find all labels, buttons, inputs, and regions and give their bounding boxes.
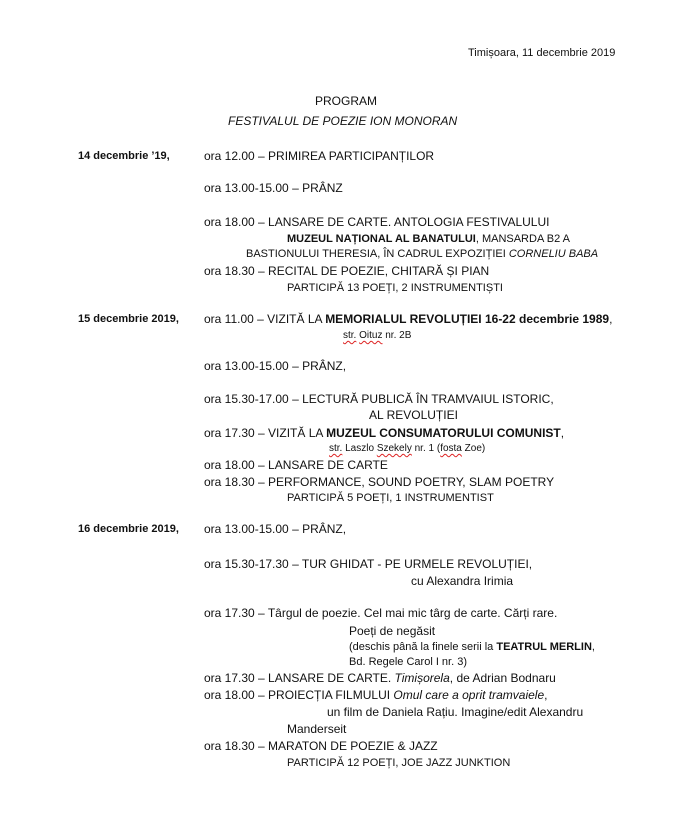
day3-event-5-b: un film de Daniela Rațiu. Imagine/edit Alexandru [327,705,584,719]
day2-e4-bold: MUZEUL CONSUMATORULUI COMUNIST [326,426,561,440]
day2-e4-addr-a: str. [329,443,343,454]
day3-date: 16 decembrie 2019, [78,523,179,535]
day2-addr-c: nr. 2B [382,330,412,341]
day3-e5-italic: Omul care a oprit tramvaiele [393,688,545,702]
day2-event-3-b: AL REVOLUȚIEI [369,408,458,422]
day3-event-4 [204,672,556,684]
day2-date: 15 decembrie 2019, [78,313,179,325]
day3-e3c-pre: (deschis până la finele serii la [349,641,497,653]
day2-e1-post: , [609,312,613,326]
day2-event-5: ora 18.00 – LANSARE DE CARTE [204,458,388,472]
day2-event-6: ora 18.30 – PERFORMANCE, SOUND POETRY, SLAM POETRY [204,475,555,489]
day2-event-1 [204,313,612,325]
day2-event-4 [204,427,564,439]
day2-event-4-address [329,444,485,454]
day2-event-1-address [343,331,411,341]
day1-event-1: ora 12.00 – PRIMIREA PARTICIPANȚILOR [204,149,435,163]
day2-event-3: ora 15.30-17.00 – LECTURĂ PUBLICĂ ÎN TRAMVAIUL ISTORIC, [204,392,554,406]
day3-event-2: ora 15.30-17.30 – TUR GHIDAT - PE URMELE REVOLUȚIEI, [204,557,533,571]
day2-e4-addr-b: Laszlo [342,443,377,454]
day2-event-6-sub: PARTICIPĂ 5 POEȚI, 1 INSTRUMENTIST [287,492,494,504]
day2-e1-bold: MEMORIALUL REVOLUȚIEI 16-22 decembrie 1989 [325,312,610,326]
day1-event-3: ora 18.00 – LANSARE DE CARTE. ANTOLOGIA FESTIVALULUI [204,215,550,229]
day3-e4-post: , de Adrian Bodnaru [449,671,556,685]
day3-e5-post: , [544,688,548,702]
day3-event-3: ora 17.30 – Târgul de poezie. Cel mai mic târg de carte. Cărți rare. [204,606,558,620]
day3-e3c-bold: TEATRUL MERLIN [496,641,592,653]
place-date: Timișoara, 11 decembrie 2019 [468,47,616,59]
day1-event-3-venue-2 [246,249,598,260]
day3-event-5-c: Manderseit [287,722,347,736]
day1-venue-rest: , MANSARDA B2 A [475,233,570,245]
day2-e4-addr-f: Zoe) [461,443,486,454]
day3-event-3-d: Bd. Regele Carol I nr. 3) [349,656,468,668]
day1-venue2-text: BASTIONULUI THERESIA, ÎN CADRUL EXPOZIȚIEI [246,248,509,260]
day3-event-3-c [349,642,595,653]
day2-addr-a: str. [343,330,357,341]
day2-event-2: ora 13.00-15.00 – PRÂNZ, [204,359,347,373]
festival-title: FESTIVALUL DE POEZIE ION MONORAN [228,114,458,128]
day1-event-4: ora 18.30 – RECITAL DE POEZIE, CHITARĂ ȘI PIAN [204,264,490,278]
day1-event-4-sub: PARTICIPĂ 13 POEȚI, 2 INSTRUMENTIȘTI [287,282,503,294]
day2-e4-addr-c: Szekely [376,443,412,454]
day3-event-3-b: Poeți de negăsit [349,624,436,638]
day3-event-1: ora 13.00-15.00 – PRÂNZ, [204,522,347,536]
day3-event-5 [204,689,547,701]
day1-event-3-venue [287,234,570,245]
day3-e4-pre: ora 17.30 – LANSARE DE CARTE. [204,671,395,685]
day1-date: 14 decembrie ’19, [78,150,170,162]
day3-e5-pre: ora 18.00 – PROIECȚIA FILMULUI [204,688,394,702]
day3-event-2-b: cu Alexandra Irimia [411,574,514,588]
day2-e4-addr-d: nr. 1 ( [411,443,441,454]
day3-event-6-sub: PARTICIPĂ 12 POEȚI, JOE JAZZ JUNKTION [287,757,511,769]
day3-e3c-post: , [591,641,595,653]
day3-e4-italic: Timișorela [394,671,450,685]
day2-e4-addr-e: fosta [440,443,462,454]
day2-e4-pre: ora 17.30 – VIZITĂ LA [204,426,327,440]
day1-event-2: ora 13.00-15.00 – PRÂNZ [204,181,343,195]
day2-e4-post: , [560,426,565,440]
program-title: PROGRAM [315,94,378,108]
day1-venue2-italic: CORNELIU BABA [508,248,599,260]
day2-addr-b: Oituz [359,330,383,341]
day3-event-6: ora 18.30 – MARATON DE POEZIE & JAZZ [204,739,438,753]
day1-venue-bold: MUZEUL NAȚIONAL AL BANATULUI [287,233,476,245]
day2-e1-pre: ora 11.00 – VIZITĂ LA [204,312,326,326]
